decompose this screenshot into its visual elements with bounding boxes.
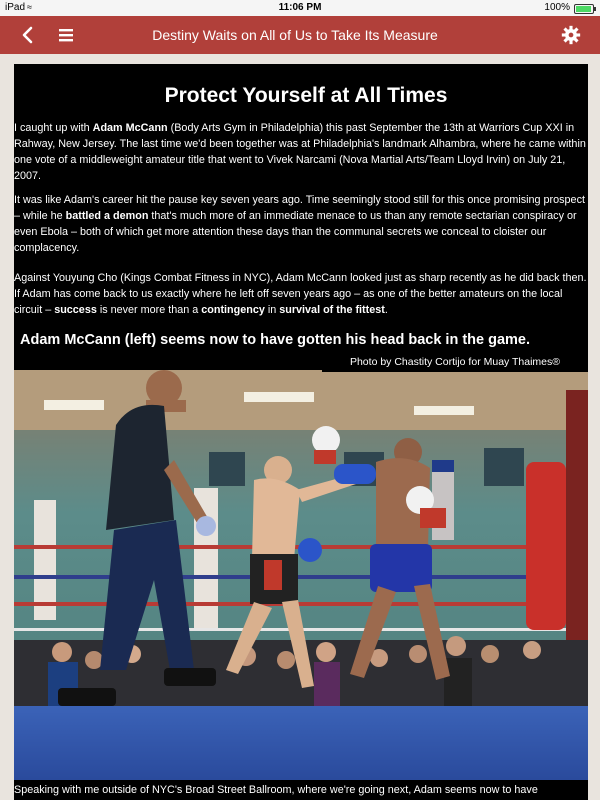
paragraph-4: Speaking with me outside of NYC's Broad Street Ballroom, where we're going next, Adam seems now to have	[14, 784, 538, 796]
photo-credit: Photo by Chastity Cortijo for Muay Thaimes®	[322, 352, 588, 372]
wifi-icon: ≈	[27, 2, 32, 12]
article	[14, 64, 588, 800]
battery-icon	[574, 4, 594, 14]
carrier-label: iPad	[5, 2, 26, 13]
clock: 11:06 PM	[278, 2, 322, 13]
battery-percent: 100%	[544, 2, 570, 13]
paragraph-2: It was like Adam's career hit the pause key seven years ago. Time seemingly stood still for this once promising prospect – while he battled a demon that's much more of an immediate menace to us than any remote sectarian conspiracy or even Ebola – both of which get more attention these days than the communal secrets we conceal to cloister our complacency.	[14, 194, 585, 254]
nav-title: Destiny Waits on All of Us to Take Its Measure	[152, 27, 438, 43]
hamburger-menu-icon[interactable]	[54, 23, 78, 47]
back-chevron-icon[interactable]	[16, 23, 40, 47]
status-bar	[0, 0, 600, 16]
paragraph-1: I caught up with Adam McCann (Body Arts Gym in Philadelphia) this past September the 13th at Warriors Cup XXI in Rahway, New Jersey. The last time we'd been together was at Philadelphia's landmark Alhambra, where he came within one vote of a middleweight amateur title that went to Vivek Narcami (Nova Martial Arts/Team Lloyd Irvin) on July 21, 2007.	[14, 122, 586, 182]
article-heading: Protect Yourself at All Times	[164, 84, 448, 107]
content-area[interactable]	[0, 54, 600, 800]
paragraph-3: Against Youyung Cho (Kings Combat Fitness in NYC), Adam McCann looked just as sharp recently as he did back then. If Adam has come back to us exactly where he left off seven years ago – as one of the better amateurs on the local circuit – success is never more than a contingency in survival of the fittest.	[14, 272, 587, 316]
photo-caption: Adam McCann (left) seems now to have gotten his head back in the game.	[20, 332, 531, 348]
fight-photo[interactable]	[14, 370, 588, 780]
gear-icon[interactable]	[560, 24, 582, 46]
nav-bar	[0, 16, 600, 54]
